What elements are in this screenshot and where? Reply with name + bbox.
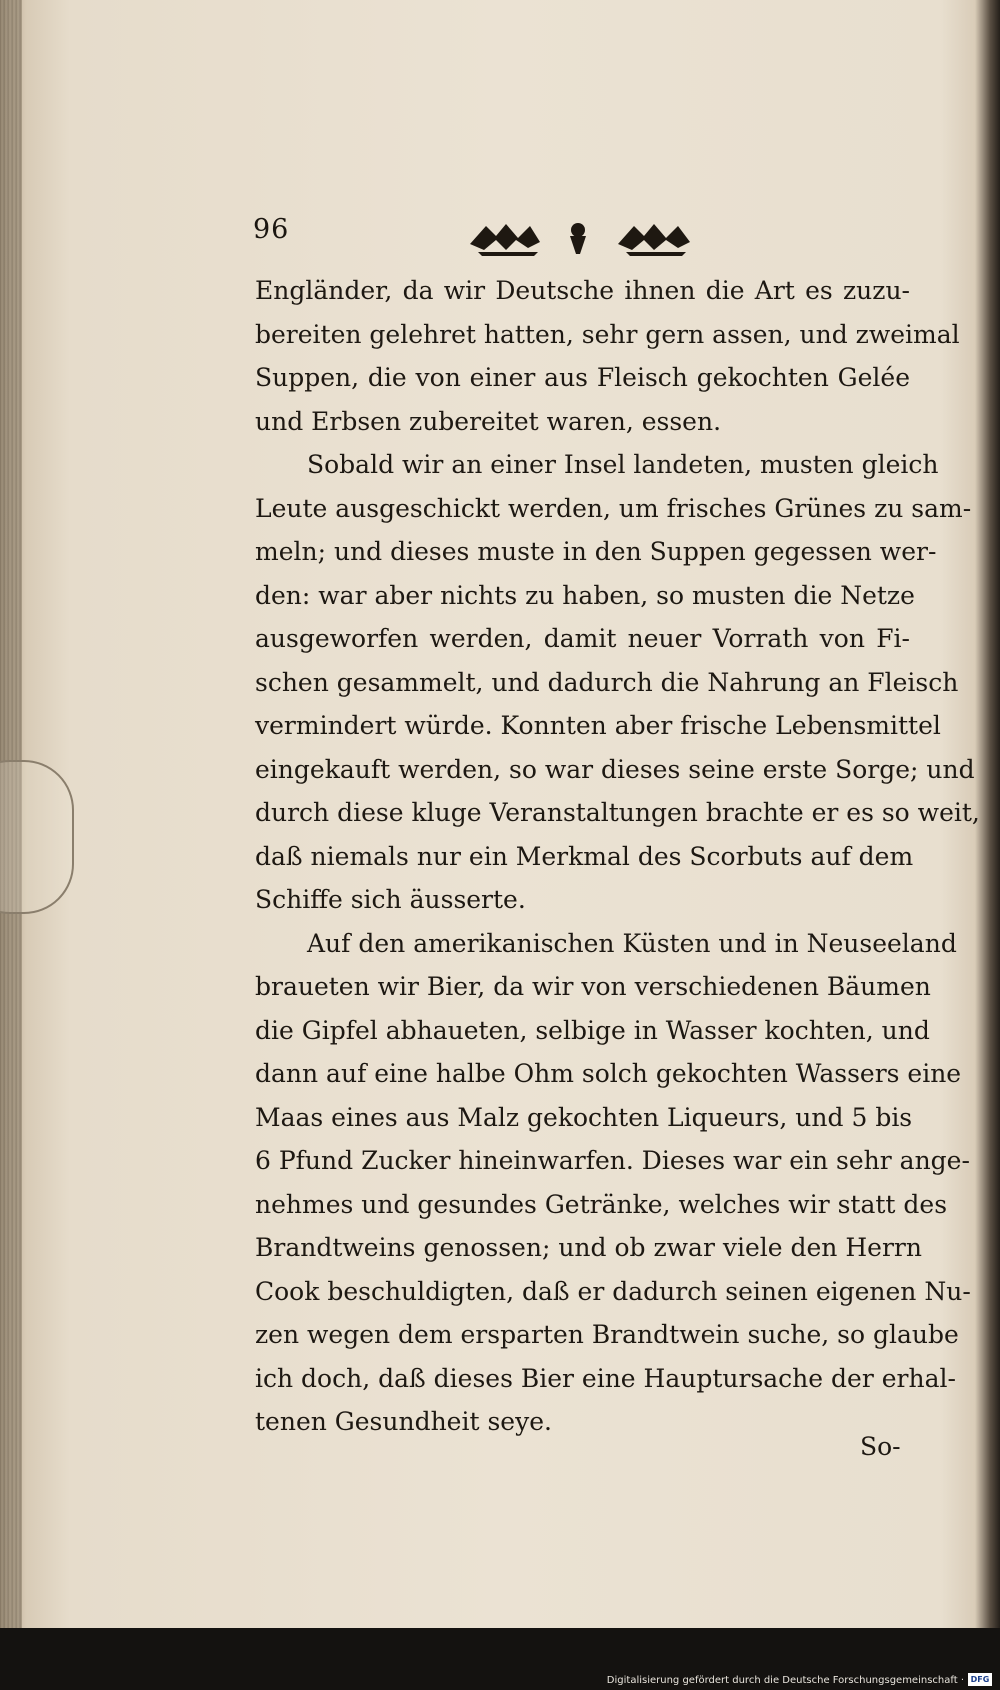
text-line: den: war aber nichts zu haben, so musten die Netze [255,580,915,610]
text-line: zen wegen dem ersparten Brandtwein suche, so glaube [255,1320,959,1349]
text-line: durch diese kluge Veranstaltungen brachte er es so weit, [255,798,980,827]
dfg-logo: DFG [968,1673,992,1686]
body-text [255,269,980,1444]
text-line: und Erbsen zubereitet waren, essen. [255,406,722,436]
footer-credit: Digitalisierung gefördert durch die Deutsche Forschungsgemeinschaft · [606,1675,964,1686]
text-line: die Gipfel abhaueten, selbige in Wasser kochten, und [255,1015,930,1045]
text-line: bereiten gelehret hatten, sehr gern assen, und zweimal [255,319,960,349]
page-number: 96 [253,214,290,245]
text-line: 6 Pfund Zucker hineinwarfen. Dieses war ein sehr ange- [255,1146,970,1175]
text-line: braueten wir Bier, da wir von verschiedenen Bäumen [255,972,931,1001]
catchword: So- [860,1432,901,1461]
text-line: ausgeworfen werden, damit neuer Vorrath von Fi- [255,624,910,653]
text-line: eingekauft werden, so war dieses seine erste Sorge; und [255,754,975,784]
bookmark-tab [0,760,74,914]
text-line: Auf den amerikanischen Küsten und in Neuseeland [307,928,957,958]
text-line: Sobald wir an einer Insel landeten, musten gleich [307,450,939,479]
text-line: dann auf eine halbe Ohm solch gekochten Wassers eine [255,1059,962,1088]
text-line: daß niemals nur ein Merkmal des Scorbuts auf dem [255,841,914,871]
text-line: tenen Gesundheit seye. [255,1407,552,1436]
text-line: vermindert würde. Konnten aber frische Lebensmittel [255,711,941,740]
header-ornament-icon [468,214,698,258]
text-line: Schiffe sich äusserte. [255,885,526,914]
text-line: ich doch, daß dieses Bier eine Hauptursache der erhal- [255,1363,956,1393]
text-line: Cook beschuldigten, daß er dadurch seinen eigenen Nu- [255,1276,971,1306]
text-line: Maas eines aus Malz gekochten Liqueurs, und 5 bis [255,1102,913,1132]
text-line: Suppen, die von einer aus Fleisch gekochten Gelée [255,363,910,392]
text-line: Engländer, da wir Deutsche ihnen die Art es zuzu- [255,276,910,305]
text-line: Brandtweins genossen; und ob zwar viele den Herrn [255,1233,922,1262]
text-line: meln; und dieses muste in den Suppen gegessen wer- [255,537,937,566]
text-line: nehmes und gesundes Getränke, welches wir statt des [255,1189,948,1219]
text-line: Leute ausgeschickt werden, um frisches Grünes zu sam- [255,493,972,523]
text-line: schen gesammelt, und dadurch die Nahrung an Fleisch [255,667,959,697]
